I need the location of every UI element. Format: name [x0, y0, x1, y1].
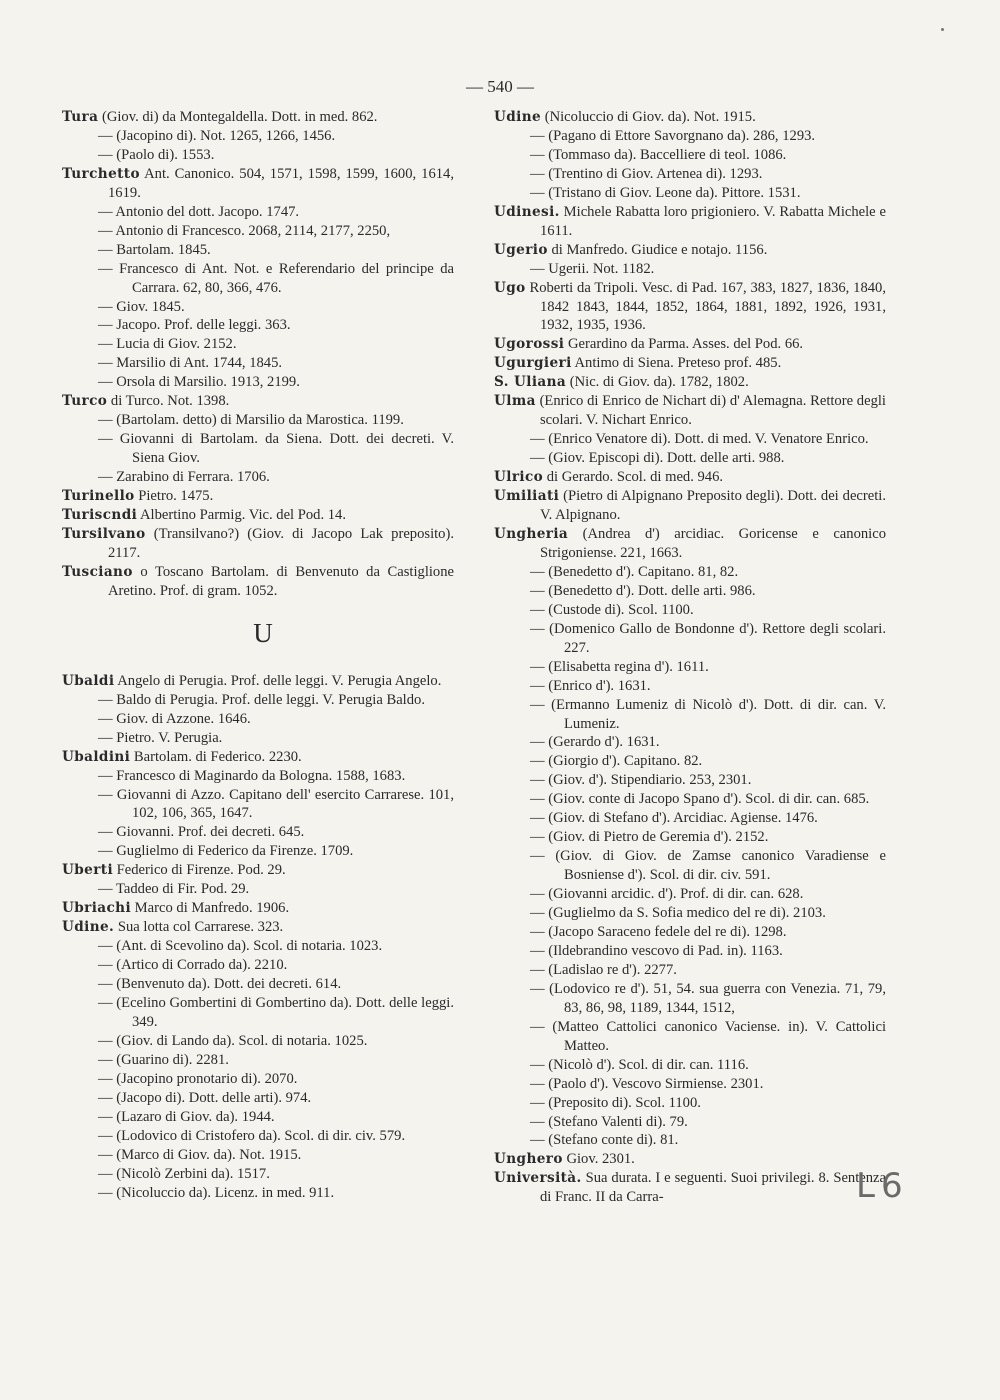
entry-text: — Marsilio di Ant. 1744, 1845.: [98, 355, 283, 372]
entry-text: — (Giovanni arcidic. d'). Prof. di dir. can. 628.: [530, 886, 804, 903]
entry-text: — Giovanni di Bartolam. da Siena. Dott. dei decreti. V. Siena Giov.: [98, 431, 454, 467]
index-subentry: [62, 880, 454, 899]
entry-text: — Francesco di Maginardo da Bologna. 1588, 1683.: [98, 767, 406, 784]
index-subentry: [62, 1108, 454, 1127]
entry-text: — (Lodovico di Cristofero da). Scol. di dir. civ. 579.: [98, 1127, 406, 1144]
entry-text: — (Custode di). Scol. 1100.: [530, 601, 694, 618]
index-entry: [62, 563, 454, 601]
entry-text: — Ugerii. Not. 1182.: [530, 260, 655, 277]
index-entry: [62, 506, 454, 525]
entry-text: — (Ladislao re d'). 2277.: [530, 961, 677, 978]
entry-text: — Giov. di Azzone. 1646.: [98, 710, 251, 727]
index-subentry: [494, 165, 886, 184]
index-entry: [494, 1150, 886, 1169]
index-subentry: [62, 430, 454, 468]
index-subentry: [494, 771, 886, 790]
index-subentry: [494, 582, 886, 601]
index-subentry: [494, 790, 886, 809]
index-subentry: [62, 1070, 454, 1089]
entry-text: — (Artico di Corrado da). 2210.: [98, 957, 288, 974]
entry-text: — (Giov. di Pietro de Geremia d'). 2152.: [530, 829, 769, 846]
entry-text: — (Lazaro di Giov. da). 1944.: [98, 1108, 275, 1125]
entry-text: Marco di Manfredo. 1906.: [131, 900, 290, 917]
index-entry: [62, 108, 454, 127]
index-subentry: [494, 601, 886, 620]
entry-text: — (Gerardo d'). 1631.: [530, 734, 660, 751]
entry-text: — (Giov. conte di Jacopo Spano d'). Scol. di dir. can. 685.: [530, 791, 870, 808]
entry-text: di Turco. Not. 1398.: [107, 393, 230, 410]
index-entry: [494, 203, 886, 241]
index-entry: [494, 335, 886, 354]
entry-text: — Taddeo di Fir. Pod. 29.: [98, 881, 250, 898]
index-subentry: [62, 411, 454, 430]
entry-text: — (Ildebrandino vescovo di Pad. in). 1163.: [530, 942, 783, 959]
index-subentry: [62, 260, 454, 298]
entry-text: (Nic. di Giov. da). 1782, 1802.: [566, 374, 749, 391]
index-entry: [494, 525, 886, 563]
entry-headword: Ugorossi: [494, 336, 565, 353]
entry-text: — (Matteo Cattolici canonico Vaciense. in). V. Cattolici Matteo.: [530, 1018, 886, 1054]
index-subentry: [494, 677, 886, 696]
index-subentry: [62, 691, 454, 710]
index-subentry: [62, 127, 454, 146]
index-subentry: [62, 1146, 454, 1165]
entry-text: — Jacopo. Prof. delle leggi. 363.: [98, 317, 291, 334]
entry-text: — (Nicoluccio da). Licenz. in med. 911.: [98, 1184, 335, 1201]
entry-text: — Antonio di Francesco. 2068, 2114, 2177, 2250,: [98, 222, 391, 239]
index-entry: [494, 241, 886, 260]
index-subentry: [62, 373, 454, 392]
index-subentry: [62, 1184, 454, 1203]
entry-text: — (Benedetto d'). Dott. delle arti. 986.: [530, 582, 756, 599]
entry-text: — (Lodovico re d'). 51, 54. sua guerra con Venezia. 71, 79, 83, 86, 98, 1189, 1344, 1512,: [530, 980, 886, 1016]
entry-text: — (Tristano di Giov. Leone da). Pittore. 1531.: [530, 184, 801, 201]
entry-headword: Tursilvano: [62, 525, 146, 542]
index-subentry: [494, 904, 886, 923]
index-subentry: [62, 316, 454, 335]
entry-headword: Ubriachi: [62, 900, 132, 917]
entry-text: — (Giov. d'). Stipendiario. 253, 2301.: [530, 772, 752, 789]
index-subentry: [494, 923, 886, 942]
index-entry: [494, 392, 886, 430]
entry-text: — (Giov. Episcopi di). Dott. delle arti. 988.: [530, 450, 785, 467]
index-subentry: [494, 847, 886, 885]
index-subentry: [62, 956, 454, 975]
entry-text: Gerardino da Parma. Asses. del Pod. 66.: [564, 336, 804, 353]
entry-text: — (Nicolò Zerbini da). 1517.: [98, 1165, 270, 1182]
index-subentry: [494, 1094, 886, 1113]
entry-headword: Ugo: [494, 279, 526, 296]
entry-text: Angelo di Perugia. Prof. delle leggi. V. Perugia Angelo.: [114, 672, 442, 689]
entry-text: — Giov. 1845.: [98, 298, 185, 315]
entry-headword: Turchetto: [62, 165, 140, 182]
index-entry: [62, 487, 454, 506]
index-subentry: [494, 1075, 886, 1094]
entry-text: — Orsola di Marsilio. 1913, 2199.: [98, 374, 300, 391]
entry-text: Roberti da Tripoli. Vesc. di Pad. 167, 383, 1827, 1836, 1840, 1842 1843, 1844, 1852, 1864, 1881, 1892, 1926, 1931, 1932, 1935, 1936.: [525, 279, 886, 334]
entry-text: — (Elisabetta regina d'). 1611.: [530, 658, 709, 675]
entry-text: — (Benvenuto da). Dott. dei decreti. 614.: [98, 976, 342, 993]
index-subentry: [494, 658, 886, 677]
index-entry: [62, 861, 454, 880]
index-entry: [62, 392, 454, 411]
index-subentry: [494, 942, 886, 961]
entry-headword: Ugurgieri: [494, 355, 572, 372]
index-subentry: [494, 828, 886, 847]
entry-text: — (Stefano Valenti di). 79.: [530, 1113, 688, 1130]
entry-headword: Umiliati: [494, 488, 560, 505]
index-subentry: [494, 260, 886, 279]
entry-headword: Udinesi.: [494, 203, 560, 220]
index-subentry: [494, 127, 886, 146]
index-subentry: [62, 786, 454, 824]
entry-text: Pietro. 1475.: [134, 488, 214, 505]
index-subentry: [494, 809, 886, 828]
left-column: [62, 108, 454, 1202]
index-subentry: [62, 222, 454, 241]
index-entry: [62, 899, 454, 918]
index-subentry: [62, 1165, 454, 1184]
ink-dot-mark: [941, 28, 944, 31]
index-subentry: [494, 696, 886, 734]
entry-headword: Turiscndi: [62, 507, 138, 524]
entry-text: Sua lotta col Carrarese. 323.: [114, 919, 284, 936]
entry-text: — (Preposito di). Scol. 1100.: [530, 1094, 701, 1111]
entry-text: (Pietro di Alpignano Preposito degli). Dott. dei decreti. V. Alpignano.: [540, 488, 886, 524]
entry-text: — (Ant. di Scevolino da). Scol. di notaria. 1023.: [98, 938, 383, 955]
entry-headword: Udine: [494, 109, 542, 125]
entry-text: — (Nicolò d'). Scol. di dir. can. 1116.: [530, 1056, 749, 1073]
index-subentry: [62, 823, 454, 842]
index-entry: [494, 487, 886, 525]
index-subentry: [494, 184, 886, 203]
index-subentry: [494, 563, 886, 582]
entry-headword: Università.: [494, 1170, 582, 1187]
entry-text: (Enrico di Enrico de Nichart di) d' Alemagna. Rettore degli scolari. V. Nichart Enrico.: [535, 393, 886, 429]
entry-text: — Francesco di Ant. Not. e Referendario del principe da Carrara. 62, 80, 366, 476.: [98, 260, 454, 296]
index-subentry: [62, 1127, 454, 1146]
index-subentry: [62, 842, 454, 861]
entry-text: — (Enrico Venatore di). Dott. di med. V. Venatore Enrico.: [530, 431, 869, 448]
entry-text: — (Jacopo Saraceno fedele del re di). 1298.: [530, 923, 787, 940]
index-subentry: [494, 885, 886, 904]
entry-headword: Tusciano: [62, 563, 133, 580]
entry-text: — (Tommaso da). Baccelliere di teol. 1086.: [530, 146, 787, 163]
index-subentry: [494, 733, 886, 752]
entry-text: — (Trentino di Giov. Artenea di). 1293.: [530, 165, 763, 182]
entry-text: Bartolam. di Federico. 2230.: [130, 748, 302, 765]
entry-text: — (Jacopino pronotario di). 2070.: [98, 1070, 298, 1087]
index-subentry: [494, 961, 886, 980]
index-subentry: [494, 620, 886, 658]
entry-text: o Toscano Bartolam. di Benvenuto da Castiglione Aretino. Prof. di gram. 1052.: [108, 563, 454, 599]
entry-text: — Zarabino di Ferrara. 1706.: [98, 469, 270, 486]
index-subentry: [62, 146, 454, 165]
index-subentry: [494, 430, 886, 449]
index-subentry: [62, 975, 454, 994]
entry-text: — Baldo di Perugia. Prof. delle leggi. V. Perugia Baldo.: [98, 691, 425, 708]
entry-text: — (Enrico d'). 1631.: [530, 677, 651, 694]
entry-text: — Guglielmo di Federico da Firenze. 1709.: [98, 843, 354, 860]
index-entry: [494, 354, 886, 373]
entry-text: — Antonio del dott. Jacopo. 1747.: [98, 203, 300, 220]
section-letter: U: [253, 617, 273, 648]
index-subentry: [62, 710, 454, 729]
entry-text: — (Jacopino di). Not. 1265, 1266, 1456.: [98, 127, 336, 144]
page-number: — 540 —: [466, 77, 534, 96]
entry-text: Sua durata. I e seguenti. Suoi privilegi. 8. Sentenza di Franc. II da Carra-: [540, 1170, 886, 1206]
entry-headword: S. Uliana: [494, 374, 567, 391]
entry-text: — (Pagano di Ettore Savorgnano da). 286, 1293.: [530, 127, 816, 144]
index-entry: [62, 748, 454, 767]
entry-text: — (Giorgio d'). Capitano. 82.: [530, 753, 703, 770]
index-entry: [494, 108, 886, 127]
index-subentry: [62, 937, 454, 956]
entry-text: — (Giov. di Giov. de Zamse canonico Varadiense e Bosniense d'). Scol. di dir. civ. 591.: [530, 848, 886, 884]
entry-text: Ant. Canonico. 504, 1571, 1598, 1599, 1600, 1614, 1619.: [108, 165, 454, 201]
entry-text: — (Paolo di). 1553.: [98, 146, 215, 163]
entry-text: — (Giov. di Lando da). Scol. di notaria. 1025.: [98, 1032, 368, 1049]
index-subentry: [62, 1089, 454, 1108]
entry-headword: Tura: [62, 109, 99, 125]
entry-text: (Andrea d') arcidiac. Goricense e canonico Strigoniense. 221, 1663.: [540, 525, 886, 561]
index-entry: [494, 373, 886, 392]
entry-text: Michele Rabatta loro prigioniero. V. Rabatta Michele e 1611.: [540, 203, 886, 239]
entry-headword: Ulma: [494, 393, 536, 410]
entry-text: (Giov. di) da Montegaldella. Dott. in med. 862.: [98, 109, 378, 125]
index-subentry: [494, 449, 886, 468]
entry-text: (Nicoluccio di Giov. da). Not. 1915.: [541, 109, 756, 125]
entry-text: di Gerardo. Scol. di med. 946.: [543, 469, 724, 486]
entry-headword: Unghero: [494, 1151, 563, 1168]
entry-text: — (Stefano conte di). 81.: [530, 1132, 679, 1149]
index-subentry: [62, 298, 454, 317]
index-subentry: [494, 752, 886, 771]
handwritten-annotation: L6: [856, 1166, 909, 1206]
entry-text: Giov. 2301.: [562, 1151, 635, 1168]
entry-text: — (Paolo d'). Vescovo Sirmiense. 2301.: [530, 1075, 764, 1092]
entry-headword: Ungheria: [494, 525, 569, 542]
entry-text: — (Ermanno Lumeniz di Nicolò d'). Dott. di dir. can. V. Lumeniz.: [530, 696, 886, 732]
entry-headword: Ugerio: [494, 241, 548, 258]
index-subentry: [494, 1056, 886, 1075]
index-subentry: [62, 468, 454, 487]
index-subentry: [494, 1131, 886, 1150]
index-entry: [494, 468, 886, 487]
entry-headword: Ubaldini: [62, 748, 131, 765]
index-subentry: [62, 203, 454, 222]
entry-text: (Transilvano?) (Giov. di Jacopo Lak preposito). 2117.: [108, 525, 454, 561]
entry-text: — (Bartolam. detto) di Marsilio da Marostica. 1199.: [98, 412, 404, 429]
index-subentry: [494, 980, 886, 1018]
entry-headword: Turinello: [62, 488, 135, 505]
index-subentry: [62, 767, 454, 786]
index-subentry: [494, 1018, 886, 1056]
entry-text: — (Benedetto d'). Capitano. 81, 82.: [530, 563, 739, 580]
right-column: [494, 108, 886, 1207]
entry-text: — (Giov. di Stefano d'). Arcidiac. Agiense. 1476.: [530, 810, 818, 827]
index-entry: [62, 525, 454, 563]
entry-text: Federico di Firenze. Pod. 29.: [113, 862, 286, 879]
index-entry: [494, 1169, 886, 1207]
entry-text: — (Jacopo di). Dott. delle arti). 974.: [98, 1089, 312, 1106]
index-subentry: [494, 146, 886, 165]
index-subentry: [62, 994, 454, 1032]
entry-text: — Bartolam. 1845.: [98, 241, 211, 258]
entry-headword: Turco: [62, 393, 108, 410]
index-entry: [62, 918, 454, 937]
entry-headword: Uberti: [62, 862, 114, 879]
entry-text: — Giovanni di Azzo. Capitano dell' esercito Carrarese. 101, 102, 106, 365, 1647.: [98, 786, 454, 822]
index-subentry: [62, 241, 454, 260]
entry-text: — (Domenico Gallo de Bondonne d'). Rettore degli scolari. 227.: [530, 620, 886, 656]
entry-text: — (Guglielmo da S. Sofia medico del re di). 2103.: [530, 905, 826, 922]
entry-headword: Ubaldi: [62, 672, 115, 689]
index-entry: [494, 279, 886, 336]
entry-text: — (Marco di Giov. da). Not. 1915.: [98, 1146, 302, 1163]
entry-text: — (Ecelino Gombertini di Gombertino da). Dott. delle leggi. 349.: [98, 994, 454, 1030]
entry-text: — Pietro. V. Perugia.: [98, 729, 223, 746]
entry-text: — Lucia di Giov. 2152.: [98, 336, 237, 353]
index-subentry: [62, 354, 454, 373]
entry-text: di Manfredo. Giudice e notajo. 1156.: [547, 241, 768, 258]
index-subentry: [494, 1113, 886, 1132]
entry-headword: Udine.: [62, 919, 115, 936]
entry-text: Albertino Parmig. Vic. del Pod. 14.: [137, 507, 347, 524]
index-subentry: [62, 1032, 454, 1051]
entry-text: — Giovanni. Prof. dei decreti. 645.: [98, 824, 305, 841]
index-entry: [62, 672, 454, 691]
index-entry: [62, 165, 454, 203]
index-subentry: [62, 1051, 454, 1070]
entry-headword: Ulrico: [494, 469, 544, 486]
index-subentry: [62, 335, 454, 354]
index-subentry: [62, 729, 454, 748]
entry-text: — (Guarino di). 2281.: [98, 1051, 229, 1068]
entry-text: Antimo di Siena. Preteso prof. 485.: [571, 355, 782, 372]
